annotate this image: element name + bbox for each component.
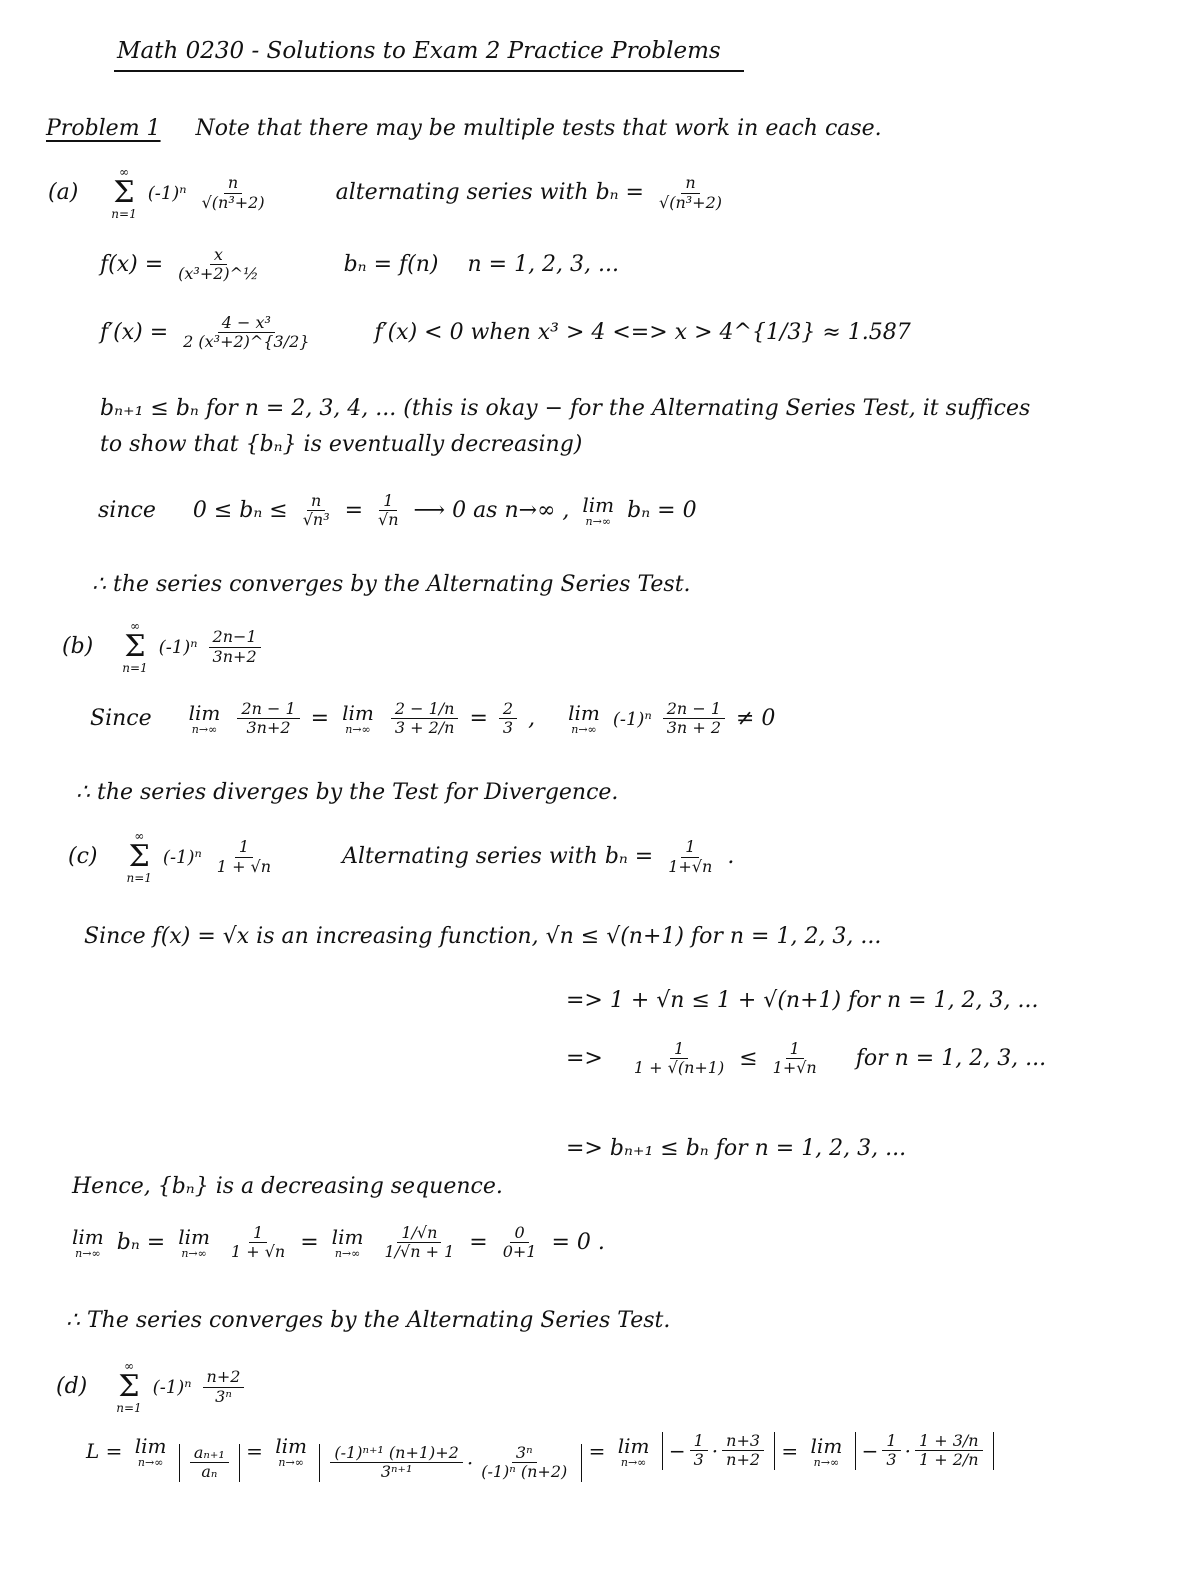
lim-subscript: n→∞: [620, 1456, 647, 1470]
range-text: n = 1, 2, 3, ...: [467, 251, 620, 277]
part-b-label: (b): [62, 634, 94, 659]
limit-operator: [135, 1436, 167, 1469]
lim-word: lim: [342, 700, 374, 725]
fraction: [174, 246, 262, 284]
sum-upper: ∞: [134, 829, 145, 843]
lim-subscript: n→∞: [345, 722, 371, 736]
lim-word: lim: [275, 1434, 308, 1459]
part-c-label: (c): [68, 844, 98, 869]
numerator: 2 − 1/n: [391, 700, 459, 719]
fraction: [237, 700, 299, 738]
numerator: aₙ₊₁: [190, 1444, 229, 1463]
fraction: [882, 1432, 900, 1470]
lim-subscript: n→∞: [278, 1456, 304, 1470]
lim-subscript: n→∞: [75, 1246, 101, 1260]
limit-operator: [342, 700, 374, 736]
sum-upper: ∞: [123, 1359, 134, 1373]
denominator: 3n+2: [212, 646, 257, 666]
lim-subscript: n→∞: [191, 722, 218, 736]
sigma-icon: Σ: [128, 839, 150, 874]
numerator: 3ⁿ: [512, 1444, 537, 1463]
lim-word: lim: [568, 700, 600, 725]
limit-operator: [275, 1436, 307, 1469]
lim-word: lim: [72, 1224, 104, 1249]
fraction: [227, 1224, 289, 1262]
f-lhs: f(x) =: [100, 251, 164, 277]
denominator: (-1)ⁿ (n+2): [481, 1462, 568, 1482]
part-a-f-definition: [100, 246, 619, 284]
part-c-limit-line: lim n→∞ bₙ = lim n→∞ $\frac{1}{1 + √n}$ = lim n→∞ $\frac{1/√n}{1/√n + 1}$ = $\frac{0}{0+1}$ = 0 .: [72, 1223, 605, 1262]
fraction: [690, 1432, 708, 1470]
sum-lower: n=1: [111, 207, 137, 221]
limit-operator: [331, 1224, 364, 1260]
denominator: √n³: [302, 510, 330, 530]
numerator: n+2: [203, 1368, 245, 1387]
fprime-lhs: f′(x) =: [100, 319, 169, 345]
denominator: √n: [378, 510, 399, 530]
decreasing-line-1: bₙ₊₁ ≤ bₙ for n = 2, 3, 4, ... (this is okay − for the Alternating Series Test, it suffices: [100, 396, 1031, 421]
limit-operator: [568, 700, 600, 736]
equals: =: [469, 705, 488, 731]
sum-symbol: [116, 1360, 141, 1414]
lim-subscript: n→∞: [813, 1456, 840, 1470]
numerator: n: [224, 174, 242, 193]
numerator: 1: [670, 1040, 688, 1059]
absolute-value: [179, 1444, 240, 1482]
limit-result: bₙ = 0: [627, 497, 697, 523]
hence-line: Hence, {bₙ} is a decreasing sequence.: [72, 1174, 503, 1199]
limit-operator: [618, 1436, 650, 1469]
numerator: 1 + 3/n: [915, 1432, 983, 1451]
denominator: 1 + √n: [230, 1242, 286, 1262]
numerator: (-1)ⁿ⁺¹ (n+1)+2: [330, 1444, 462, 1463]
sum-upper: ∞: [129, 619, 140, 633]
part-b-limit-line: [90, 700, 775, 738]
series-description: Alternating series with: [342, 844, 598, 869]
ratio-test-line: [86, 1432, 994, 1482]
part-a-derivative: [100, 314, 911, 352]
problem-1-heading: Problem 1: [46, 116, 161, 141]
denominator: 1 + 2/n: [918, 1450, 979, 1470]
fraction: [203, 1368, 245, 1406]
numerator: 2n − 1: [663, 700, 725, 719]
less-equal: ≤: [739, 1045, 758, 1071]
fraction: [630, 1040, 728, 1078]
lim-word: lim: [331, 1224, 364, 1249]
absolute-value: [662, 1432, 775, 1470]
lim-subscript: n→∞: [571, 722, 597, 736]
sum-symbol: [122, 620, 147, 674]
page-title: Math 0230 - Solutions to Exam 2 Practice Problems: [117, 38, 721, 64]
denominator: 2 (x³+2)^{3/2}: [183, 332, 310, 352]
sigma-icon: Σ: [118, 1369, 140, 1404]
equals: =: [344, 497, 364, 523]
lim-subscript: n→∞: [181, 1246, 207, 1260]
numerator: 1: [379, 492, 397, 511]
numerator: 1: [690, 1432, 708, 1451]
denominator: 1/√n + 1: [384, 1242, 455, 1262]
dot: ·: [904, 1438, 911, 1463]
minus: −: [668, 1438, 686, 1463]
fraction: [663, 700, 725, 738]
denominator: n+2: [726, 1450, 761, 1470]
sum-symbol: [111, 166, 136, 220]
part-b-conclusion: ∴ the series diverges by the Test for Divergence.: [76, 780, 619, 805]
fraction: [198, 174, 269, 212]
denominator: 1+√n: [772, 1058, 817, 1078]
fraction: [655, 174, 726, 212]
since-word: since: [98, 497, 156, 523]
series-description: alternating series with: [335, 180, 589, 205]
fraction: [330, 1444, 462, 1482]
since-word: Since: [90, 705, 152, 731]
limit-operator: [178, 1224, 210, 1260]
part-a-label: (a): [48, 180, 79, 205]
lim-subscript: n→∞: [585, 514, 611, 528]
fraction: [380, 1224, 458, 1262]
numerator: 2n − 1: [237, 700, 299, 719]
numerator: 1: [235, 838, 253, 857]
lim-word: lim: [810, 1434, 843, 1459]
denominator: √(n³+2): [201, 192, 265, 212]
bn-label: bₙ =: [604, 844, 654, 869]
alternating-term: (-1)ⁿ: [152, 1377, 192, 1398]
dot: ·: [466, 1450, 474, 1475]
bn-label: bₙ =: [595, 180, 644, 205]
lim-word: lim: [178, 1224, 210, 1249]
equals: =: [781, 1438, 799, 1463]
part-c-conclusion: ∴ The series converges by the Alternating Series Test.: [66, 1308, 671, 1333]
fraction: [722, 1432, 764, 1470]
problem-1-header: [46, 116, 882, 141]
fraction: [664, 838, 716, 876]
sum-lower: n=1: [126, 871, 152, 885]
numerator: 2n−1: [209, 628, 261, 647]
bn-equals: bₙ =: [116, 1229, 166, 1255]
sigma-icon: Σ: [113, 175, 135, 210]
fraction: [477, 1444, 571, 1482]
numerator: 1/√n: [397, 1224, 441, 1243]
equals: =: [310, 705, 330, 731]
denominator: aₙ: [201, 1462, 218, 1482]
limit-tail: ⟶ 0 as n→∞ ,: [413, 497, 570, 523]
absolute-value: [319, 1444, 582, 1482]
sum-lower: n=1: [122, 661, 148, 675]
denominator: 3 + 2/n: [394, 718, 455, 738]
numerator: n+3: [722, 1432, 764, 1451]
part-a-series-line: [48, 166, 730, 220]
fraction: [209, 628, 261, 666]
absolute-value: [855, 1432, 994, 1470]
numerator: n: [307, 492, 325, 511]
dot: ·: [711, 1438, 719, 1463]
equals: =: [246, 1438, 263, 1463]
denominator: 0+1: [502, 1242, 537, 1262]
fraction: [179, 314, 313, 352]
fraction: [915, 1432, 983, 1470]
sum-upper: ∞: [119, 165, 129, 179]
denominator: (x³+2)^½: [178, 264, 259, 284]
numerator: 1: [882, 1432, 900, 1451]
bn-equals-f: bₙ = f(n): [343, 251, 439, 277]
lim-word: lim: [617, 1434, 650, 1459]
part-d-label: (d): [56, 1374, 88, 1399]
limit-operator: [811, 1436, 843, 1469]
limit-operator: [188, 700, 221, 736]
lim-word: lim: [188, 700, 221, 725]
implication-3: => bₙ₊₁ ≤ bₙ for n = 1, 2, 3, ...: [566, 1136, 907, 1161]
part-b-series-line: [62, 620, 265, 674]
implies-arrow: =>: [566, 1045, 603, 1071]
numerator: x: [210, 246, 227, 265]
sum-symbol: [127, 830, 152, 884]
part-a-limit-line: [98, 492, 697, 530]
fraction: [213, 838, 275, 876]
fraction: [499, 1224, 541, 1262]
title-underline: [114, 70, 744, 72]
fraction: [299, 492, 334, 530]
sum-lower: n=1: [116, 1401, 142, 1415]
L-label: L =: [86, 1438, 123, 1463]
decreasing-line-2: to show that {bₙ} is eventually decreasing): [100, 432, 583, 457]
numerator: n: [681, 174, 699, 193]
lim-subscript: n→∞: [137, 1456, 164, 1470]
denominator: √(n³+2): [659, 192, 722, 212]
part-a-conclusion: ∴ the series converges by the Alternating Series Test.: [92, 572, 691, 597]
fraction: [374, 492, 403, 530]
limit-operator: [72, 1224, 104, 1260]
problem-1-note: Note that there may be multiple tests that work in each case.: [195, 116, 882, 141]
part-d-series-line: [56, 1360, 248, 1414]
numerator: 1: [681, 838, 699, 857]
numerator: 0: [510, 1224, 528, 1243]
implication-1: => 1 + √n ≤ 1 + √(n+1) for n = 1, 2, 3, ...: [566, 988, 1039, 1013]
denominator: 3: [502, 718, 514, 738]
lim-word: lim: [582, 492, 615, 517]
part-c-series-line: (c) ∞ Σ n=1 (-1)ⁿ $\frac{1}{1 + √n}$ Alternating series with bₙ = $\frac{1}{1+√n}$ .: [68, 829, 735, 885]
denominator: 1 + √(n+1): [633, 1058, 725, 1078]
alternating-term: (-1)ⁿ: [147, 183, 187, 204]
not-equal-zero: ≠ 0: [736, 705, 776, 731]
minus: −: [861, 1438, 879, 1463]
alternating-term: (-1)ⁿ: [158, 637, 198, 658]
fraction: [769, 1040, 821, 1078]
denominator: 3ⁿ⁺¹: [380, 1462, 413, 1482]
fraction: [391, 700, 459, 738]
alternating-term: (-1)ⁿ: [162, 847, 202, 868]
lim-subscript: n→∞: [334, 1246, 361, 1260]
denominator: 3n + 2: [666, 718, 721, 738]
sigma-icon: Σ: [124, 629, 146, 664]
alternating-term: (-1)ⁿ: [612, 708, 652, 730]
equals: =: [588, 1438, 606, 1463]
denominator: 3: [886, 1450, 897, 1470]
denominator: 1 + √n: [216, 856, 272, 876]
derivative-condition: f′(x) < 0 when x³ > 4 <=> x > 4^{1/3} ≈ 1.587: [374, 319, 911, 345]
fraction: [499, 700, 517, 738]
denominator: 3: [693, 1450, 704, 1470]
denominator: 3ⁿ: [215, 1386, 232, 1406]
numerator: 1: [786, 1040, 804, 1059]
limit-result: = 0 .: [551, 1229, 605, 1255]
denominator: 1+√n: [668, 856, 713, 876]
inequality: 0 ≤ bₙ ≤: [192, 497, 288, 523]
part-c-since-line: Since f(x) = √x is an increasing function, √n ≤ √(n+1) for n = 1, 2, 3, ...: [84, 924, 882, 949]
limit-operator: [582, 492, 615, 528]
fraction: [190, 1444, 229, 1482]
implication-2: [566, 1040, 1046, 1078]
comma: ,: [528, 705, 536, 731]
numerator: 2: [499, 700, 517, 719]
lim-word: lim: [134, 1434, 167, 1459]
numerator: 4 − x³: [218, 314, 275, 333]
range-text: for n = 1, 2, 3, ...: [855, 1045, 1047, 1071]
denominator: 3n+2: [246, 718, 291, 738]
numerator: 1: [249, 1224, 267, 1243]
